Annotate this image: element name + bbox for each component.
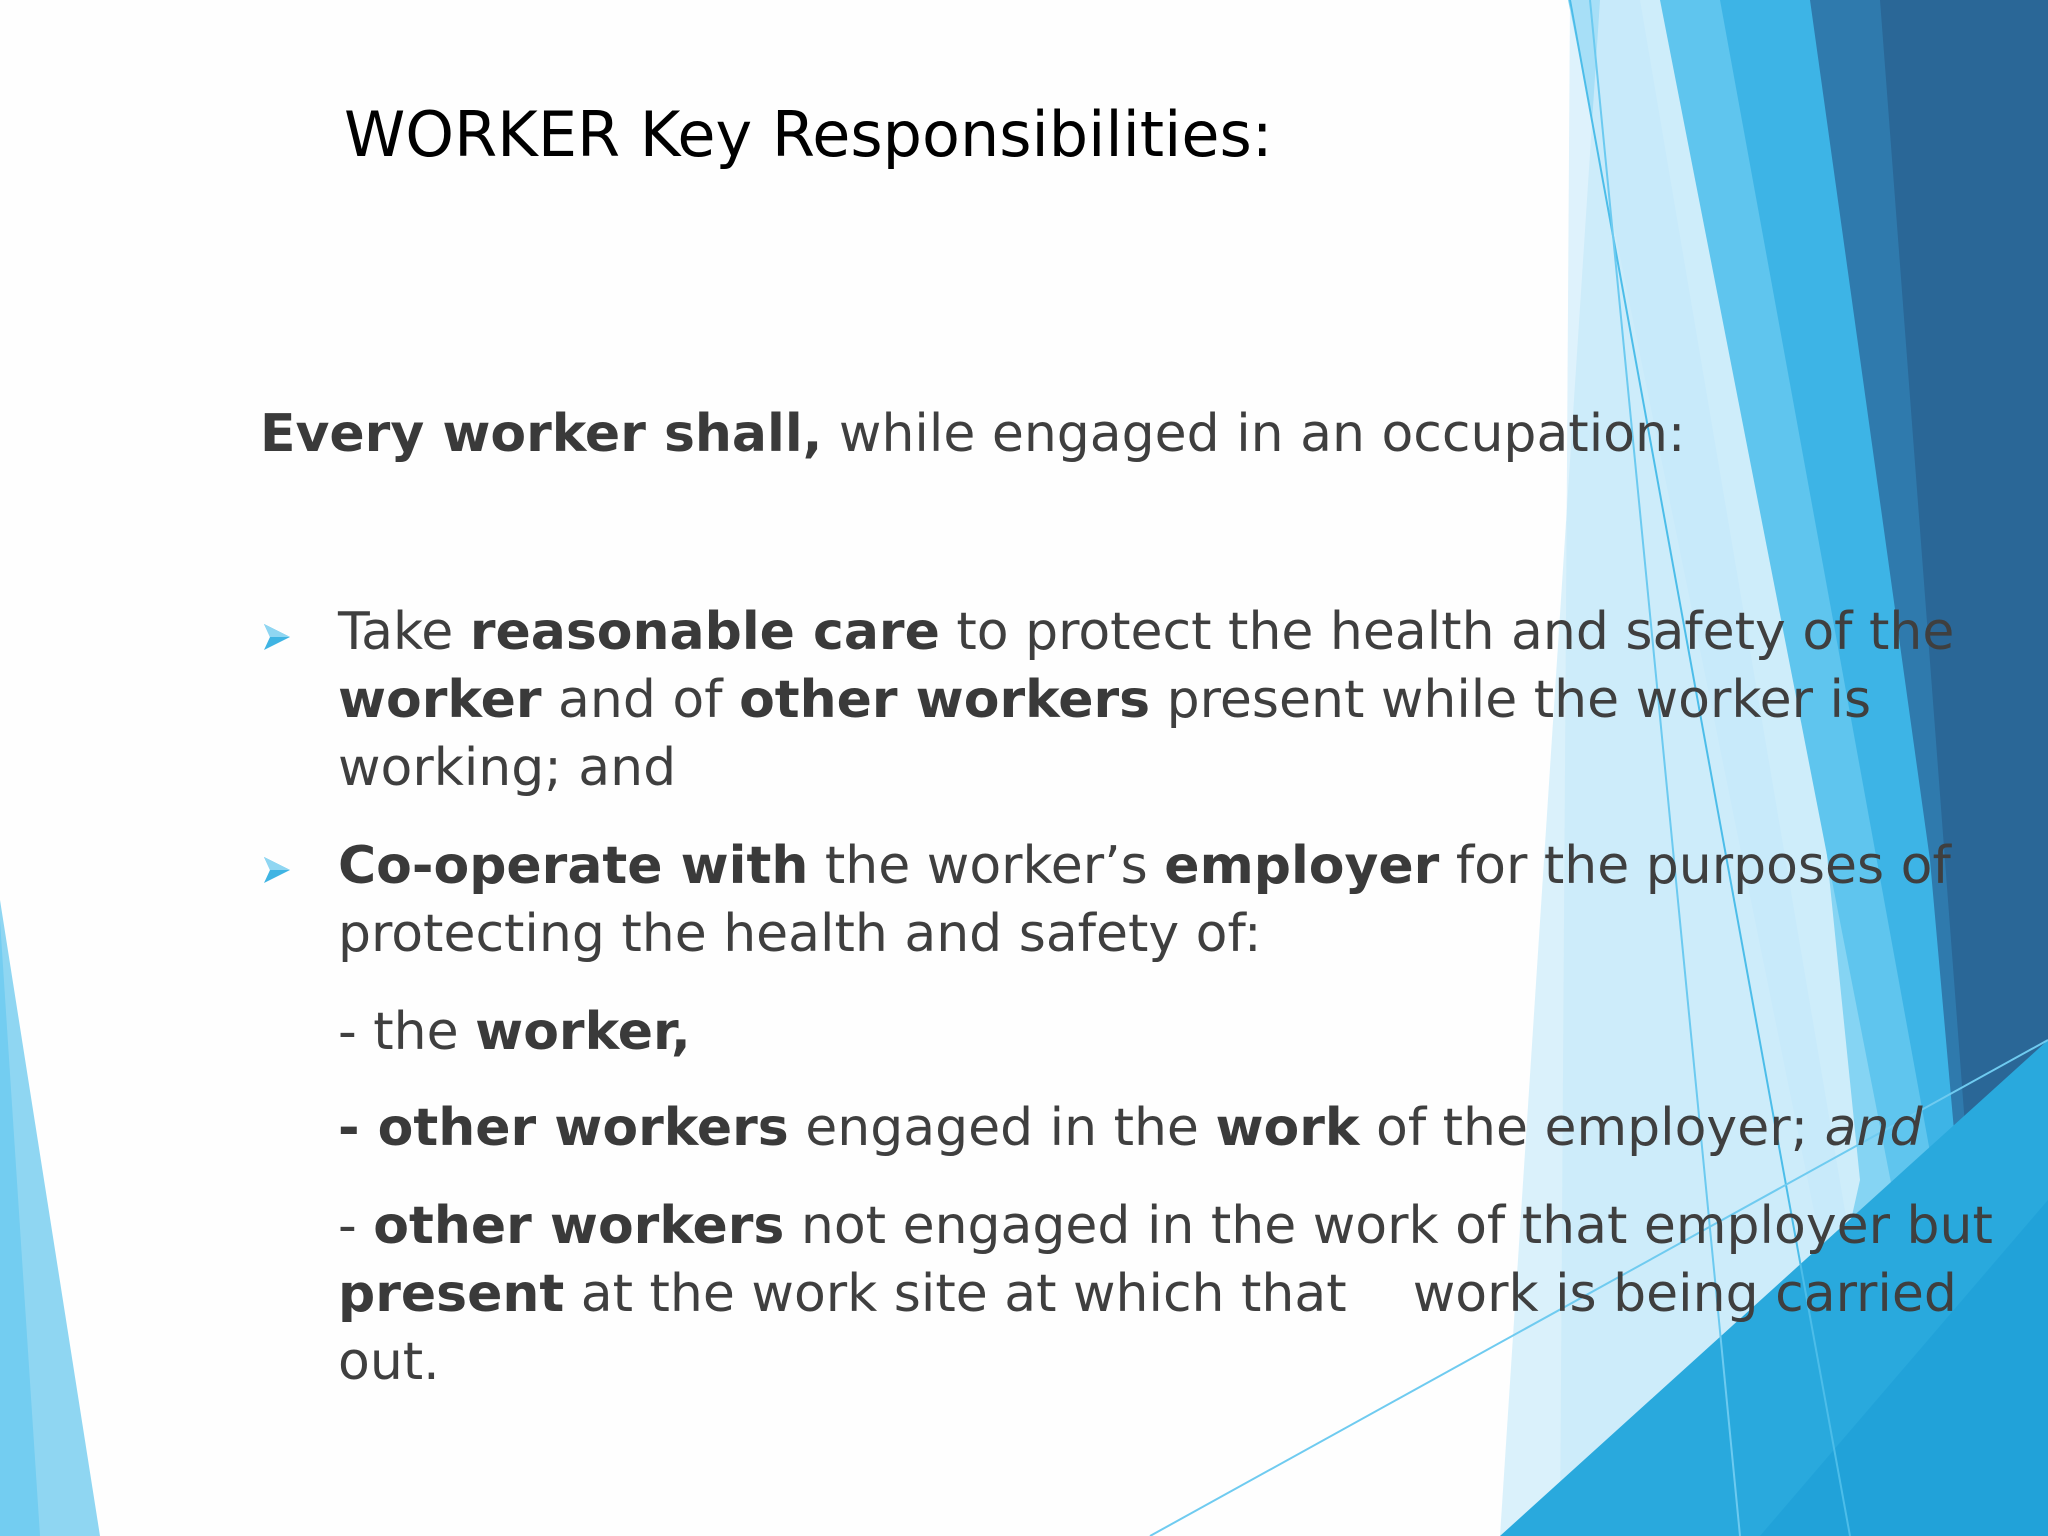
bold-run: present — [338, 1264, 565, 1324]
intro-rest: while engaged in an occupation: — [822, 404, 1686, 464]
text-run: working; and — [338, 738, 677, 798]
italic-run: and — [1824, 1098, 1923, 1158]
text-run: present while the worker is — [1150, 670, 1872, 730]
slide-title: WORKER Key Responsibilities: — [344, 98, 1273, 171]
text-run: engaged in the — [788, 1098, 1216, 1158]
bold-run: worker, — [475, 1002, 691, 1062]
bold-run: other workers — [739, 670, 1151, 730]
bullet-line — [338, 666, 1978, 734]
bold-run: work — [1215, 1098, 1360, 1158]
bold-run: employer — [1164, 836, 1440, 896]
text-run: and of — [541, 670, 740, 730]
bullet-line — [338, 734, 1978, 802]
arrow-bullet-icon — [262, 620, 292, 654]
text-run: the worker’s — [808, 836, 1165, 896]
bullet-take-reasonable-care — [338, 598, 1978, 802]
sub-item-worker — [338, 998, 691, 1066]
text-run: at the work site at which that work is being carried — [564, 1264, 1957, 1324]
text-run: - the — [338, 1002, 476, 1062]
bullet-co-operate — [338, 832, 1978, 968]
bullet-line — [338, 900, 1978, 968]
text-run: not engaged in the work of that employer but — [784, 1196, 1993, 1256]
bold-run: reasonable care — [469, 602, 940, 662]
text-run: protecting the health and safety of: — [338, 904, 1262, 964]
bold-run: Co-operate with — [338, 836, 809, 896]
text-run: for the purposes of — [1439, 836, 1951, 896]
text-run: out. — [338, 1332, 440, 1392]
sub-item-other-workers-not-engaged — [338, 1192, 1993, 1396]
arrow-bullet-icon — [262, 853, 292, 887]
text-run: Take — [338, 602, 470, 662]
intro-text — [260, 404, 1685, 464]
sub-line — [338, 1328, 1978, 1396]
bullet-line — [338, 598, 1978, 666]
text-run: of the employer; — [1359, 1098, 1825, 1158]
sub-item-other-workers-engaged — [338, 1094, 1922, 1162]
bold-run: - other workers — [338, 1098, 789, 1158]
sub-line — [338, 1260, 1978, 1328]
bold-run: other workers — [373, 1196, 785, 1256]
bold-run: worker — [338, 670, 542, 730]
bullet-line — [338, 832, 1978, 900]
sub-line — [338, 1192, 1993, 1260]
intro-bold: Every worker shall, — [260, 404, 823, 464]
text-run: - — [338, 1196, 374, 1256]
text-run: to protect the health and safety of the — [939, 602, 1955, 662]
